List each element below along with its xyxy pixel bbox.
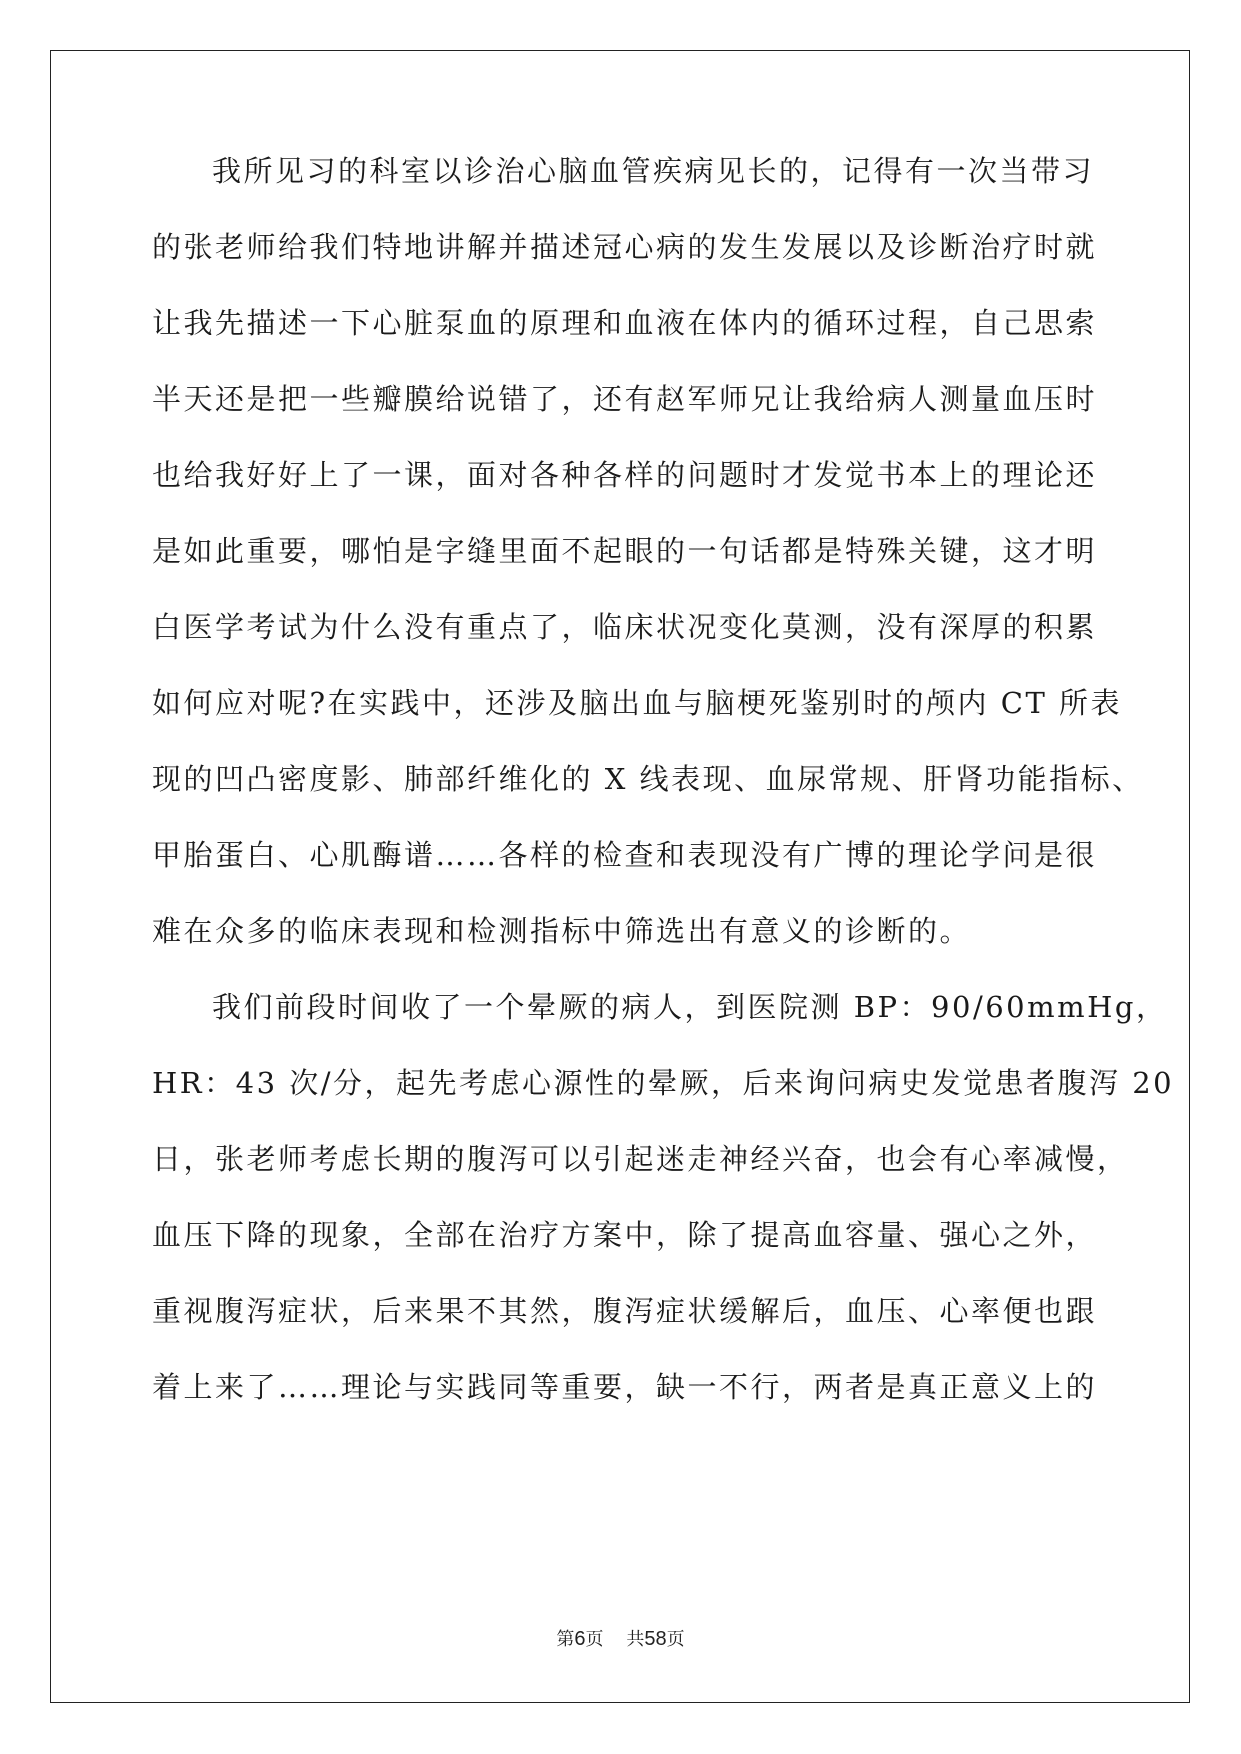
paragraph-1-line-9: 现的凹凸密度影、肺部纤维化的 X 线表现、血尿常规、肝肾功能指标、	[152, 762, 1144, 796]
total-suffix: 页	[666, 1629, 685, 1650]
paragraph-2-line-6: 着上来了……理论与实践同等重要，缺一不行，两者是真正意义上的	[152, 1370, 1098, 1404]
paragraph-1-line-8: 如何应对呢?在实践中，还涉及脑出血与脑梗死鉴别时的颅内 CT 所表	[152, 686, 1123, 720]
paragraph-1-line-7: 白医学考试为什么没有重点了，临床状况变化莫测，没有深厚的积累	[152, 610, 1098, 644]
total-prefix: 共	[626, 1629, 645, 1650]
total-pages: 58	[644, 1628, 667, 1650]
paragraph-2-line-5: 重视腹泻症状，后来果不其然，腹泻症状缓解后，血压、心率便也跟	[152, 1294, 1098, 1328]
paragraph-1-line-11: 难在众多的临床表现和检测指标中筛选出有意义的诊断的。	[152, 914, 972, 948]
paragraph-1-line-2: 的张老师给我们特地讲解并描述冠心病的发生发展以及诊断治疗时就	[152, 230, 1098, 264]
paragraph-1-line-5: 也给我好好上了一课，面对各种各样的问题时才发觉书本上的理论还	[152, 458, 1098, 492]
paragraph-1-line-6: 是如此重要，哪怕是字缝里面不起眼的一句话都是特殊关键，这才明	[152, 534, 1098, 568]
paragraph-2-line-1: 我们前段时间收了一个晕厥的病人，到医院测 BP：90/60mmHg，	[212, 990, 1168, 1024]
paragraph-1-line-1: 我所见习的科室以诊治心脑血管疾病见长的，记得有一次当带习	[212, 154, 1095, 188]
paragraph-2-line-4: 血压下降的现象，全部在治疗方案中，除了提高血容量、强心之外，	[152, 1218, 1098, 1252]
page-suffix: 页	[585, 1629, 604, 1650]
page-border	[50, 50, 1190, 1703]
page-footer	[0, 1627, 1241, 1652]
page-number: 6	[574, 1628, 586, 1650]
paragraph-2-line-3: 日，张老师考虑长期的腹泻可以引起迷走神经兴奋，也会有心率减慢，	[152, 1142, 1129, 1176]
paragraph-2-line-2: HR：43 次/分，起先考虑心源性的晕厥，后来询问病史发觉患者腹泻 20	[152, 1066, 1175, 1100]
page-prefix: 第	[556, 1629, 575, 1650]
paragraph-1-line-4: 半天还是把一些瓣膜给说错了，还有赵军师兄让我给病人测量血压时	[152, 382, 1098, 416]
paragraph-1-line-10: 甲胎蛋白、心肌酶谱……各样的检查和表现没有广博的理论学问是很	[152, 838, 1098, 872]
paragraph-1-line-3: 让我先描述一下心脏泵血的原理和血液在体内的循环过程，自己思索	[152, 306, 1098, 340]
